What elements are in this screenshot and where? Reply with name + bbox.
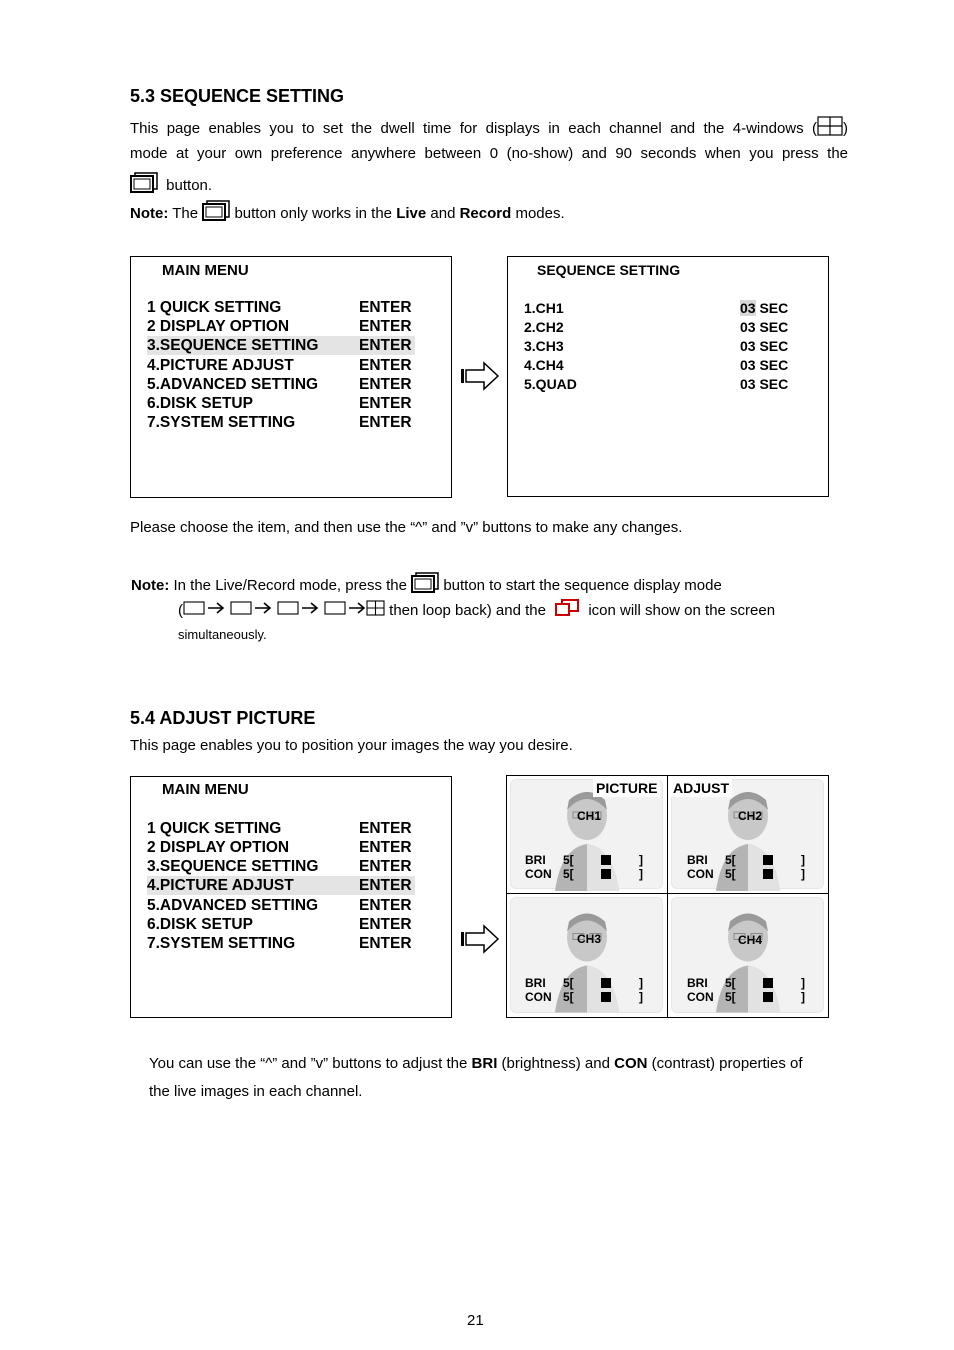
level-marker bbox=[601, 992, 611, 1002]
con-value: 5[ bbox=[563, 990, 574, 1004]
seq-item-ch4[interactable] bbox=[524, 356, 814, 375]
four-window-icon bbox=[817, 116, 843, 142]
bri-value: 5[ bbox=[725, 976, 736, 990]
adjust-text-b: (brightness) and bbox=[501, 1055, 610, 1072]
bri-control[interactable] bbox=[687, 976, 805, 990]
seq-item-ch2[interactable] bbox=[524, 318, 814, 337]
main-menu-title: MAIN MENU bbox=[162, 262, 249, 279]
adjust-instruction-line-2: the live images in each channel. bbox=[149, 1083, 363, 1100]
menu-item-disk-setup[interactable] bbox=[147, 394, 415, 413]
con-control[interactable] bbox=[525, 990, 643, 1004]
con-value: 5[ bbox=[725, 867, 736, 881]
menu-item-value: ENTER bbox=[359, 858, 412, 875]
con-term: CON bbox=[614, 1055, 648, 1072]
seq-item-value[interactable]: 03 bbox=[740, 357, 756, 373]
bri-control[interactable] bbox=[525, 976, 643, 990]
seq-item-label: 3.CH3 bbox=[524, 338, 564, 354]
menu-item-sequence-setting[interactable] bbox=[147, 857, 415, 876]
bri-control[interactable] bbox=[525, 853, 643, 867]
channel-label: CH2 bbox=[738, 809, 763, 823]
seq-item-value[interactable]: 03 bbox=[740, 300, 756, 316]
sequence-button-icon bbox=[411, 572, 439, 600]
note-text-b: button only works in the bbox=[234, 204, 393, 222]
bri-label: BRI bbox=[525, 853, 546, 867]
channel-label: CH1 bbox=[577, 809, 602, 823]
con-value: 5[ bbox=[563, 867, 574, 881]
note-line bbox=[130, 200, 565, 228]
note2-text-b: button to start the sequence display mode bbox=[443, 576, 722, 594]
con-label: CON bbox=[525, 990, 552, 1004]
intro-line-2: mode at your own preference anywhere between 0 (no-show) and 90 seconds when you press the bbox=[130, 145, 848, 162]
bracket-close: ] bbox=[639, 976, 643, 990]
menu-item-label: 3.SEQUENCE SETTING bbox=[147, 858, 319, 875]
seq-item-label: 5.QUAD bbox=[524, 376, 577, 392]
right-arrow-icon bbox=[460, 360, 500, 397]
menu-item-advanced-setting[interactable] bbox=[147, 896, 415, 915]
menu-item-value: ENTER bbox=[359, 357, 412, 374]
menu-item-label: 4.PICTURE ADJUST bbox=[147, 877, 294, 894]
menu-item-label: 4.PICTURE ADJUST bbox=[147, 357, 294, 374]
section-heading-5-3: 5.3 SEQUENCE SETTING bbox=[130, 86, 345, 106]
menu-item-label: 2 DISPLAY OPTION bbox=[147, 318, 290, 335]
level-marker bbox=[601, 978, 611, 988]
page-number: 21 bbox=[467, 1312, 484, 1329]
note2-line-2 bbox=[178, 599, 775, 623]
bracket-close: ] bbox=[639, 853, 643, 867]
con-label: CON bbox=[687, 867, 714, 881]
menu-item-sequence-setting[interactable] bbox=[147, 336, 415, 355]
level-marker bbox=[601, 855, 611, 865]
note2-label: Note: bbox=[131, 576, 170, 594]
menu-item-display-option[interactable] bbox=[147, 317, 415, 336]
adjust-text-c: (contrast) properties of bbox=[651, 1055, 803, 1072]
channel-label: CH4 bbox=[738, 933, 763, 947]
menu-item-value: ENTER bbox=[359, 877, 412, 894]
sequence-button-icon bbox=[130, 172, 158, 200]
bri-value: 5[ bbox=[563, 853, 574, 867]
seq-item-ch1[interactable] bbox=[524, 299, 814, 318]
note2-line-3: simultaneously. bbox=[178, 627, 267, 642]
menu-item-label: 7.SYSTEM SETTING bbox=[147, 414, 296, 431]
menu-item-label: 2 DISPLAY OPTION bbox=[147, 839, 290, 856]
menu-item-label: 3.SEQUENCE SETTING bbox=[147, 337, 319, 354]
sequence-setting-panel bbox=[507, 256, 829, 497]
menu-item-value: ENTER bbox=[359, 935, 412, 952]
menu-item-value: ENTER bbox=[359, 376, 412, 393]
bri-term: BRI bbox=[471, 1055, 498, 1072]
bri-value: 5[ bbox=[725, 853, 736, 867]
choose-instruction: Please choose the item, and then use the “^” and ”v” buttons to make any changes. bbox=[130, 519, 683, 536]
menu-item-label: 5.ADVANCED SETTING bbox=[147, 897, 319, 914]
channel-label: CH3 bbox=[577, 932, 602, 946]
note2-text-c: then loop back) and the bbox=[389, 601, 546, 619]
bri-value: 5[ bbox=[563, 976, 574, 990]
bri-label: BRI bbox=[687, 853, 708, 867]
menu-item-system-setting[interactable] bbox=[147, 413, 415, 432]
menu-item-value: ENTER bbox=[359, 395, 412, 412]
menu-item-label: 7.SYSTEM SETTING bbox=[147, 935, 296, 952]
menu-item-system-setting[interactable] bbox=[147, 934, 415, 953]
menu-item-advanced-setting[interactable] bbox=[147, 375, 415, 394]
seq-item-unit: SEC bbox=[759, 338, 789, 354]
bracket-close: ] bbox=[801, 990, 805, 1004]
con-control[interactable] bbox=[525, 867, 643, 881]
con-value: 5[ bbox=[725, 990, 736, 1004]
seq-item-value[interactable]: 03 bbox=[740, 338, 756, 354]
menu-item-label: 1 QUICK SETTING bbox=[147, 820, 282, 837]
right-arrow-icon bbox=[460, 923, 500, 960]
menu-item-value: ENTER bbox=[359, 897, 412, 914]
channel-quad-ch4[interactable] bbox=[668, 894, 828, 1017]
adjust-instruction-line-1 bbox=[149, 1054, 849, 1074]
main-menu-title: MAIN MENU bbox=[162, 781, 249, 798]
note2-text-a: In the Live/Record mode, press the bbox=[173, 576, 407, 594]
menu-item-value: ENTER bbox=[359, 839, 412, 856]
menu-item-value: ENTER bbox=[359, 820, 412, 837]
intro-line-3 bbox=[130, 172, 212, 200]
bracket-close: ] bbox=[801, 853, 805, 867]
note-record: Record bbox=[459, 204, 512, 222]
adjust-text-a: You can use the “^” and ”v” buttons to adjust the bbox=[149, 1055, 468, 1072]
note-end: modes. bbox=[515, 204, 565, 222]
picture-title-right: ADJUST bbox=[670, 779, 732, 797]
menu-item-quick-setting[interactable] bbox=[147, 298, 415, 317]
menu-item-disk-setup[interactable] bbox=[147, 915, 415, 934]
menu-item-quick-setting[interactable] bbox=[147, 819, 415, 838]
level-marker bbox=[601, 869, 611, 879]
sequence-indicator-icon bbox=[554, 599, 580, 623]
menu-item-value: ENTER bbox=[359, 299, 412, 316]
seq-item-label: 1.CH1 bbox=[524, 300, 564, 316]
note2-text-d: icon will show on the screen bbox=[588, 601, 776, 619]
bri-control[interactable] bbox=[687, 853, 805, 867]
con-control[interactable] bbox=[687, 990, 805, 1004]
note-text-a: The bbox=[172, 204, 199, 222]
section-5-4-intro: This page enables you to position your images the way you desire. bbox=[130, 737, 573, 754]
seq-item-unit: SEC bbox=[759, 376, 789, 392]
seq-item-label: 4.CH4 bbox=[524, 357, 564, 373]
intro-text-3: button. bbox=[166, 176, 213, 194]
note2-open-paren: ( bbox=[178, 601, 183, 619]
seq-item-label: 2.CH2 bbox=[524, 319, 564, 335]
main-menu-panel-1 bbox=[130, 256, 452, 498]
bri-label: BRI bbox=[687, 976, 708, 990]
section-heading-5-4: 5.4 ADJUST PICTURE bbox=[130, 708, 316, 728]
bri-label: BRI bbox=[525, 976, 546, 990]
level-marker bbox=[763, 855, 773, 865]
intro-text-1a: This page enables you to set the dwell time for displays in each channel and the 4-windows ( bbox=[130, 119, 817, 137]
level-marker bbox=[763, 869, 773, 879]
seq-item-unit: SEC bbox=[759, 357, 789, 373]
seq-item-quad[interactable] bbox=[524, 375, 814, 394]
note-label: Note: bbox=[130, 204, 169, 222]
seq-item-unit: SEC bbox=[759, 300, 789, 316]
main-menu-panel-2 bbox=[130, 776, 452, 1018]
menu-item-value: ENTER bbox=[359, 414, 412, 431]
con-control[interactable] bbox=[687, 867, 805, 881]
seq-item-unit: SEC bbox=[759, 319, 789, 335]
level-marker bbox=[763, 978, 773, 988]
menu-item-picture-adjust[interactable] bbox=[147, 356, 415, 375]
bracket-close: ] bbox=[639, 867, 643, 881]
menu-item-value: ENTER bbox=[359, 916, 412, 933]
note-and: and bbox=[430, 204, 456, 222]
con-label: CON bbox=[687, 990, 714, 1004]
menu-item-label: 6.DISK SETUP bbox=[147, 916, 253, 933]
menu-item-label: 1 QUICK SETTING bbox=[147, 299, 282, 316]
menu-item-value: ENTER bbox=[359, 318, 412, 335]
note-live: Live bbox=[396, 204, 427, 222]
picture-title-left: PICTURE bbox=[593, 779, 660, 797]
bracket-close: ] bbox=[801, 976, 805, 990]
note2-line-1 bbox=[131, 572, 722, 600]
sequence-button-icon bbox=[202, 200, 230, 228]
intro-line-1 bbox=[130, 116, 848, 142]
bracket-close: ] bbox=[639, 990, 643, 1004]
seq-item-value[interactable]: 03 bbox=[740, 319, 756, 335]
sequence-menu-title: SEQUENCE SETTING bbox=[537, 262, 681, 278]
menu-item-display-option[interactable] bbox=[147, 838, 415, 857]
con-label: CON bbox=[525, 867, 552, 881]
bracket-close: ] bbox=[801, 867, 805, 881]
menu-item-label: 5.ADVANCED SETTING bbox=[147, 376, 319, 393]
picture-adjust-panel bbox=[506, 775, 829, 1018]
channel-quad-ch3[interactable] bbox=[507, 894, 667, 1017]
level-marker bbox=[763, 992, 773, 1002]
intro-text-1b: ) bbox=[843, 119, 848, 137]
menu-item-value: ENTER bbox=[359, 337, 412, 354]
seq-item-ch3[interactable] bbox=[524, 337, 814, 356]
menu-item-picture-adjust[interactable] bbox=[147, 876, 415, 895]
menu-item-label: 6.DISK SETUP bbox=[147, 395, 253, 412]
sequence-flow-icon bbox=[183, 599, 385, 623]
seq-item-value[interactable]: 03 bbox=[740, 376, 756, 392]
